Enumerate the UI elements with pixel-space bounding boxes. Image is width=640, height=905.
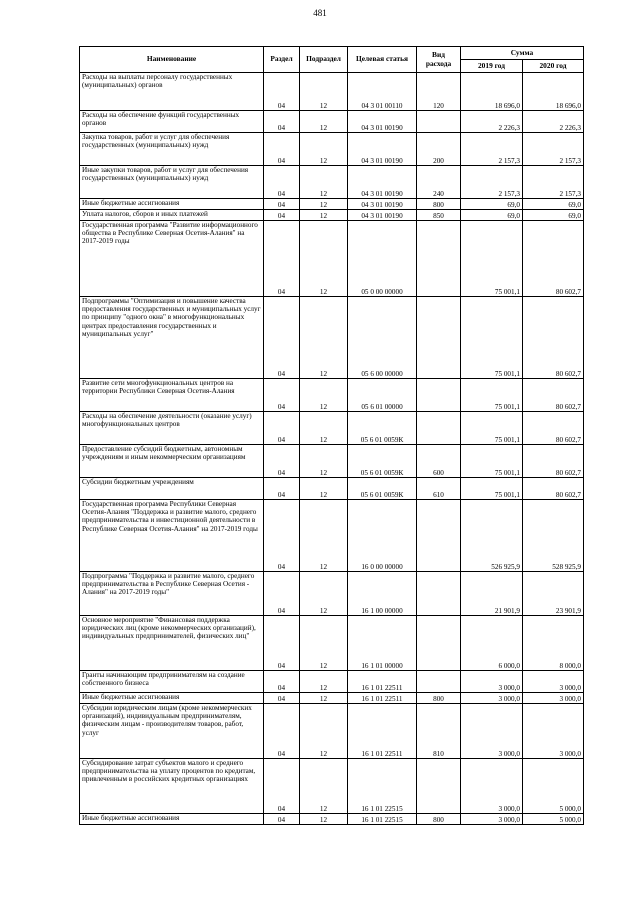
row-sum-2019: 526 925,9 [461,500,523,572]
row-subsection: 12 [300,166,348,199]
row-section: 04 [264,500,300,572]
row-target-item: 05 6 01 0059К [348,445,417,478]
row-sum-2020: 23 901,9 [523,572,584,616]
row-subsection: 12 [300,572,348,616]
table-row [80,478,584,500]
row-sum-2020: 80 602,7 [523,445,584,478]
row-sum-2020: 528 925,9 [523,500,584,572]
row-sum-2019: 3 000,0 [461,759,523,814]
table-row [80,199,584,210]
row-sum-2019: 69,0 [461,210,523,221]
row-name: Гранты начинающим предпринимателям на создание собственного бизнеса [80,671,264,693]
row-subsection: 12 [300,693,348,704]
header-year-2020: 2020 год [523,60,584,73]
row-name: Предоставление субсидий бюджетным, автономным учреждениям и иным некоммерческим организациям [80,445,264,478]
table-row [80,73,584,111]
table-row [80,814,584,825]
row-sum-2020: 5 000,0 [523,814,584,825]
row-target-item: 04 3 01 00190 [348,210,417,221]
row-target-item: 16 1 01 22511 [348,693,417,704]
row-expense-type: 240 [417,166,461,199]
row-section: 04 [264,616,300,671]
row-section: 04 [264,572,300,616]
header-target-item: Целевая статья [348,47,417,73]
row-name: Иные закупки товаров, работ и услуг для обеспечения государственных (муниципальных) нужд [80,166,264,199]
table-row [80,671,584,693]
row-subsection: 12 [300,297,348,379]
row-section: 04 [264,693,300,704]
table-row [80,616,584,671]
row-section: 04 [264,133,300,166]
row-expense-type: 810 [417,704,461,759]
header-sum: Сумма [461,47,584,60]
row-sum-2020: 3 000,0 [523,671,584,693]
row-subsection: 12 [300,478,348,500]
row-name: Расходы на обеспечение деятельности (оказание услуг) многофункциональных центров [80,412,264,445]
row-sum-2019: 75 001,1 [461,412,523,445]
row-expense-type: 600 [417,445,461,478]
row-target-item: 04 3 01 00190 [348,111,417,133]
row-sum-2019: 69,0 [461,199,523,210]
row-subsection: 12 [300,814,348,825]
row-section: 04 [264,704,300,759]
row-section: 04 [264,671,300,693]
row-section: 04 [264,379,300,412]
row-subsection: 12 [300,379,348,412]
row-subsection: 12 [300,111,348,133]
row-section: 04 [264,814,300,825]
row-subsection: 12 [300,671,348,693]
row-sum-2019: 21 901,9 [461,572,523,616]
row-target-item: 04 3 01 00190 [348,133,417,166]
row-expense-type: 120 [417,73,461,111]
row-target-item: 16 1 01 22515 [348,759,417,814]
row-name: Государственная программа Республики Северная Осетия-Алания "Поддержка и развитие малого, среднего предпринимательства и инвестиционной деятельности в Республике Северная Осетия-Алания" на 2017-2019 годы [80,500,264,572]
row-name: Уплата налогов, сборов и иных платежей [80,210,264,221]
row-target-item: 16 1 01 22515 [348,814,417,825]
row-sum-2019: 75 001,1 [461,297,523,379]
row-section: 04 [264,221,300,297]
row-expense-type: 850 [417,210,461,221]
row-sum-2019: 75 001,1 [461,478,523,500]
row-sum-2020: 69,0 [523,210,584,221]
row-name: Субсидии бюджетным учреждениям [80,478,264,500]
table-body [80,73,584,825]
row-sum-2020: 5 000,0 [523,759,584,814]
row-subsection: 12 [300,73,348,111]
row-sum-2020: 80 602,7 [523,297,584,379]
row-section: 04 [264,445,300,478]
row-name: Иные бюджетные ассигнования [80,693,264,704]
row-sum-2019: 3 000,0 [461,814,523,825]
row-expense-type: 800 [417,199,461,210]
row-sum-2019: 3 000,0 [461,704,523,759]
row-subsection: 12 [300,199,348,210]
table-row [80,210,584,221]
table-row [80,759,584,814]
header-name: Наименование [80,47,264,73]
row-section: 04 [264,111,300,133]
budget-table [79,46,584,825]
row-section: 04 [264,759,300,814]
row-sum-2020: 2 157,3 [523,166,584,199]
table-row [80,704,584,759]
table-row [80,445,584,478]
row-subsection: 12 [300,412,348,445]
row-name: Основное мероприятие "Финансовая поддержка юридических лиц (кроме некоммерческих организаций), индивидуальных предпринимателей, физических лиц" [80,616,264,671]
row-sum-2020: 80 602,7 [523,478,584,500]
row-target-item: 04 3 01 00110 [348,73,417,111]
row-target-item: 16 1 01 22511 [348,671,417,693]
row-section: 04 [264,412,300,445]
row-subsection: 12 [300,445,348,478]
row-sum-2020: 69,0 [523,199,584,210]
table-row [80,412,584,445]
row-name: Подпрограмма "Поддержка и развитие малого, среднего предпринимательства в Республике Северная Осетия - Алания" на 2017-2019 годы" [80,572,264,616]
row-target-item: 04 3 01 00190 [348,199,417,210]
row-section: 04 [264,297,300,379]
row-sum-2020: 3 000,0 [523,704,584,759]
row-name: Подпрограммы "Оптимизация и повышение качества предоставления государственных и муниципальных услуг по принципу "одного окна" в многофункциональных центрах предоставления государственных и муниципальных услуг" [80,297,264,379]
row-section: 04 [264,210,300,221]
row-section: 04 [264,166,300,199]
row-section: 04 [264,73,300,111]
row-subsection: 12 [300,210,348,221]
row-expense-type: 800 [417,693,461,704]
row-sum-2020: 80 602,7 [523,412,584,445]
table-row [80,297,584,379]
page-number: 481 [313,8,327,18]
row-section: 04 [264,478,300,500]
row-subsection: 12 [300,704,348,759]
table-row [80,379,584,412]
header-subsection: Подраздел [300,47,348,73]
row-subsection: 12 [300,133,348,166]
row-target-item: 05 6 01 0059К [348,412,417,445]
row-target-item: 05 0 00 00000 [348,221,417,297]
row-name: Субсидирование затрат субъектов малого и среднего предпринимательства на уплату процентов по кредитам, привлеченным в российских кредитных организациях [80,759,264,814]
row-name: Иные бюджетные ассигнования [80,199,264,210]
row-sum-2019: 3 000,0 [461,693,523,704]
table-row [80,166,584,199]
row-sum-2020: 2 226,3 [523,111,584,133]
table-row [80,221,584,297]
header-section: Раздел [264,47,300,73]
row-expense-type [417,759,461,814]
row-expense-type [417,297,461,379]
row-target-item: 05 6 01 00000 [348,379,417,412]
row-sum-2019: 75 001,1 [461,379,523,412]
header-year-2019: 2019 год [461,60,523,73]
row-name: Иные бюджетные ассигнования [80,814,264,825]
row-name: Расходы на выплаты персоналу государственных (муниципальных) органов [80,73,264,111]
row-target-item: 16 1 00 00000 [348,572,417,616]
row-sum-2019: 2 226,3 [461,111,523,133]
row-target-item: 16 1 01 22511 [348,704,417,759]
row-subsection: 12 [300,759,348,814]
row-expense-type: 800 [417,814,461,825]
table-header [80,47,584,73]
row-name: Государственная программа "Развитие информационного общества в Республике Северная Осетия-Алания" на 2017-2019 годы [80,221,264,297]
row-sum-2019: 75 001,1 [461,445,523,478]
row-sum-2019: 3 000,0 [461,671,523,693]
header-expense-type: Вид расхода [417,47,461,73]
row-expense-type [417,671,461,693]
row-expense-type [417,500,461,572]
row-sum-2020: 80 602,7 [523,221,584,297]
row-sum-2019: 6 000,0 [461,616,523,671]
row-expense-type [417,379,461,412]
row-sum-2020: 80 602,7 [523,379,584,412]
row-name: Развитие сети многофункциональных центров на территории Республики Северная Осетия-Алания [80,379,264,412]
row-expense-type [417,572,461,616]
row-sum-2019: 2 157,3 [461,166,523,199]
row-expense-type: 200 [417,133,461,166]
row-name: Субсидии юридическим лицам (кроме некоммерческих организаций), индивидуальным предпринимателям, физическим лицам - производителям товаров, работ, услуг [80,704,264,759]
row-sum-2019: 75 001,1 [461,221,523,297]
row-sum-2020: 18 696,0 [523,73,584,111]
row-sum-2019: 18 696,0 [461,73,523,111]
row-subsection: 12 [300,500,348,572]
row-target-item: 16 1 01 00000 [348,616,417,671]
row-target-item: 04 3 01 00190 [348,166,417,199]
row-expense-type [417,616,461,671]
table-row [80,572,584,616]
row-subsection: 12 [300,221,348,297]
row-expense-type [417,111,461,133]
row-sum-2019: 2 157,3 [461,133,523,166]
table-row [80,133,584,166]
row-name: Закупка товаров, работ и услуг для обеспечения государственных (муниципальных) нужд [80,133,264,166]
table-row [80,693,584,704]
row-name: Расходы на обеспечение функций государственных органов [80,111,264,133]
row-sum-2020: 3 000,0 [523,693,584,704]
table-row [80,111,584,133]
row-sum-2020: 2 157,3 [523,133,584,166]
row-section: 04 [264,199,300,210]
row-sum-2020: 8 000,0 [523,616,584,671]
row-expense-type [417,412,461,445]
row-expense-type [417,221,461,297]
row-target-item: 05 6 00 00000 [348,297,417,379]
row-target-item: 05 6 01 0059К [348,478,417,500]
row-target-item: 16 0 00 00000 [348,500,417,572]
row-subsection: 12 [300,616,348,671]
row-expense-type: 610 [417,478,461,500]
table-row [80,500,584,572]
